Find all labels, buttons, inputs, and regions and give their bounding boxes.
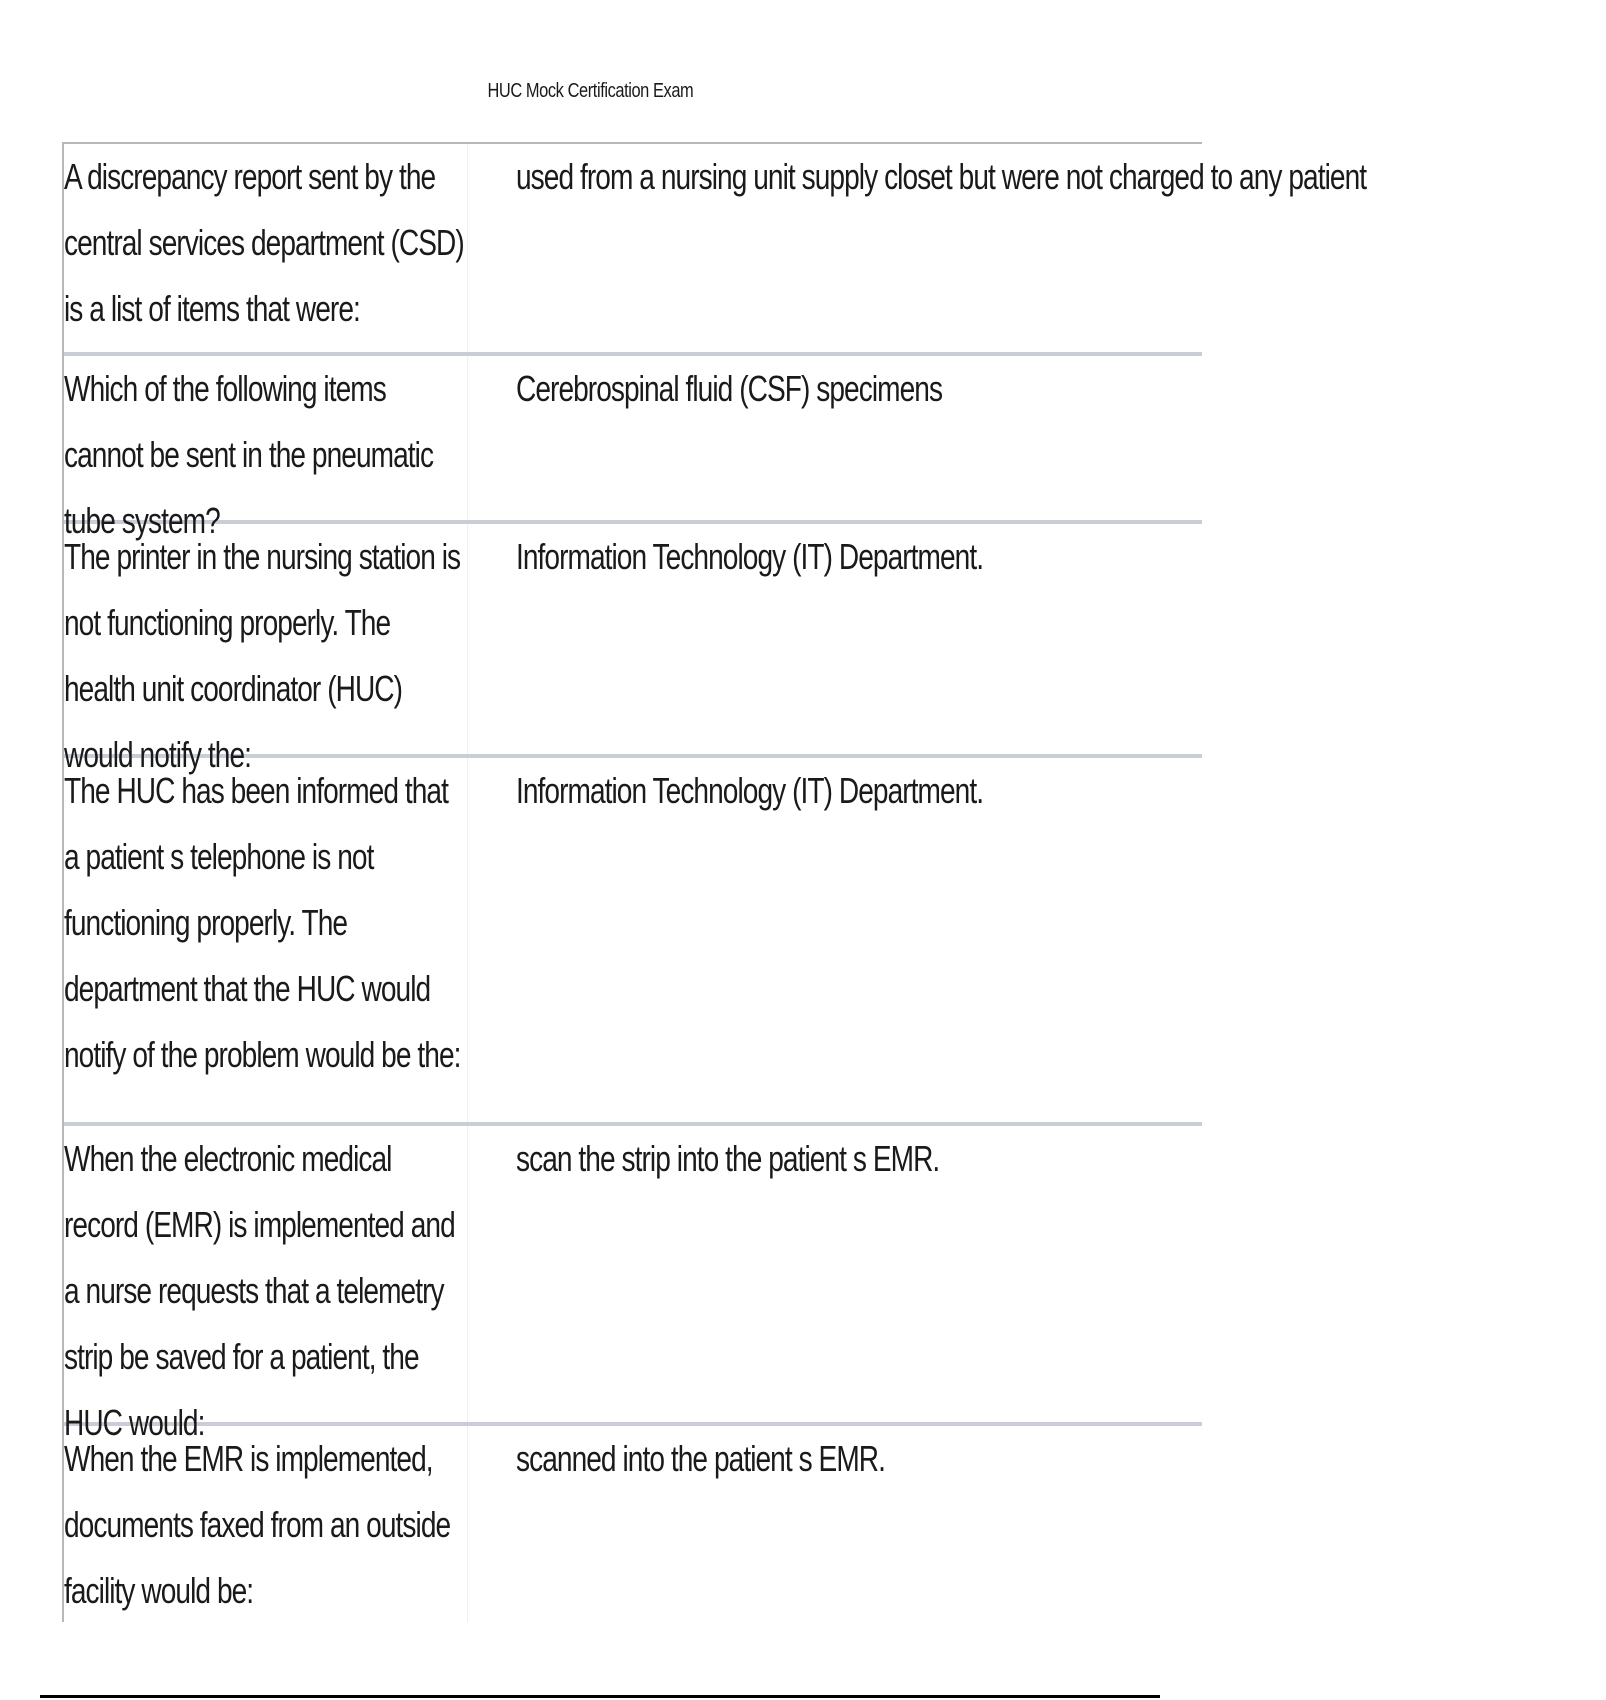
table-row [64, 758, 1202, 1126]
answer-cell [468, 144, 1606, 352]
table-row [64, 524, 1202, 775]
answer-text: scan the strip into the patient s EMR. [516, 1138, 940, 1179]
page-footer-rule [40, 1695, 1160, 1698]
answer-text: Information Technology (IT) Department. [516, 536, 984, 577]
question-cell [64, 758, 468, 1122]
question-text: Which of the following items cannot be sent in the pneumatic tube system? [64, 368, 434, 541]
table-row [64, 1126, 1202, 1443]
answer-cell [468, 524, 1202, 754]
question-cell [64, 1126, 468, 1443]
answer-cell [468, 1126, 1202, 1422]
question-cell [64, 356, 468, 541]
question-cell [64, 524, 468, 775]
table-row [64, 1426, 1202, 1622]
table-row [64, 144, 1367, 356]
question-text: When the electronic medical record (EMR) is implemented and a nurse requests that a telemetry strip be saved for a patient, the HUC would: [64, 1138, 455, 1443]
question-cell [64, 1426, 468, 1622]
table-row [64, 356, 1202, 541]
question-cell [64, 144, 468, 352]
answer-text: Cerebrospinal fluid (CSF) specimens [516, 368, 943, 409]
answer-text: used from a nursing unit supply closet but were not charged to any patient [516, 156, 1367, 197]
answer-text: scanned into the patient s EMR. [516, 1438, 886, 1479]
question-text: The printer in the nursing station is not functioning properly. The health unit coordinator (HUC) would notify the: [64, 536, 461, 775]
question-text: The HUC has been informed that a patient s telephone is not functioning properly. The department that the HUC would notify of the problem would be the: [64, 770, 461, 1075]
document-title: HUC Mock Certification Exam [487, 80, 694, 102]
question-text: A discrepancy report sent by the central services department (CSD) is a list of items that were: [64, 156, 464, 329]
question-text: When the EMR is implemented, documents faxed from an outside facility would be: [64, 1438, 451, 1611]
answer-cell [468, 1426, 1202, 1622]
answer-cell [468, 356, 1202, 520]
answer-cell [468, 758, 1202, 1122]
qa-table [62, 142, 1367, 1622]
answer-text: Information Technology (IT) Department. [516, 770, 984, 811]
